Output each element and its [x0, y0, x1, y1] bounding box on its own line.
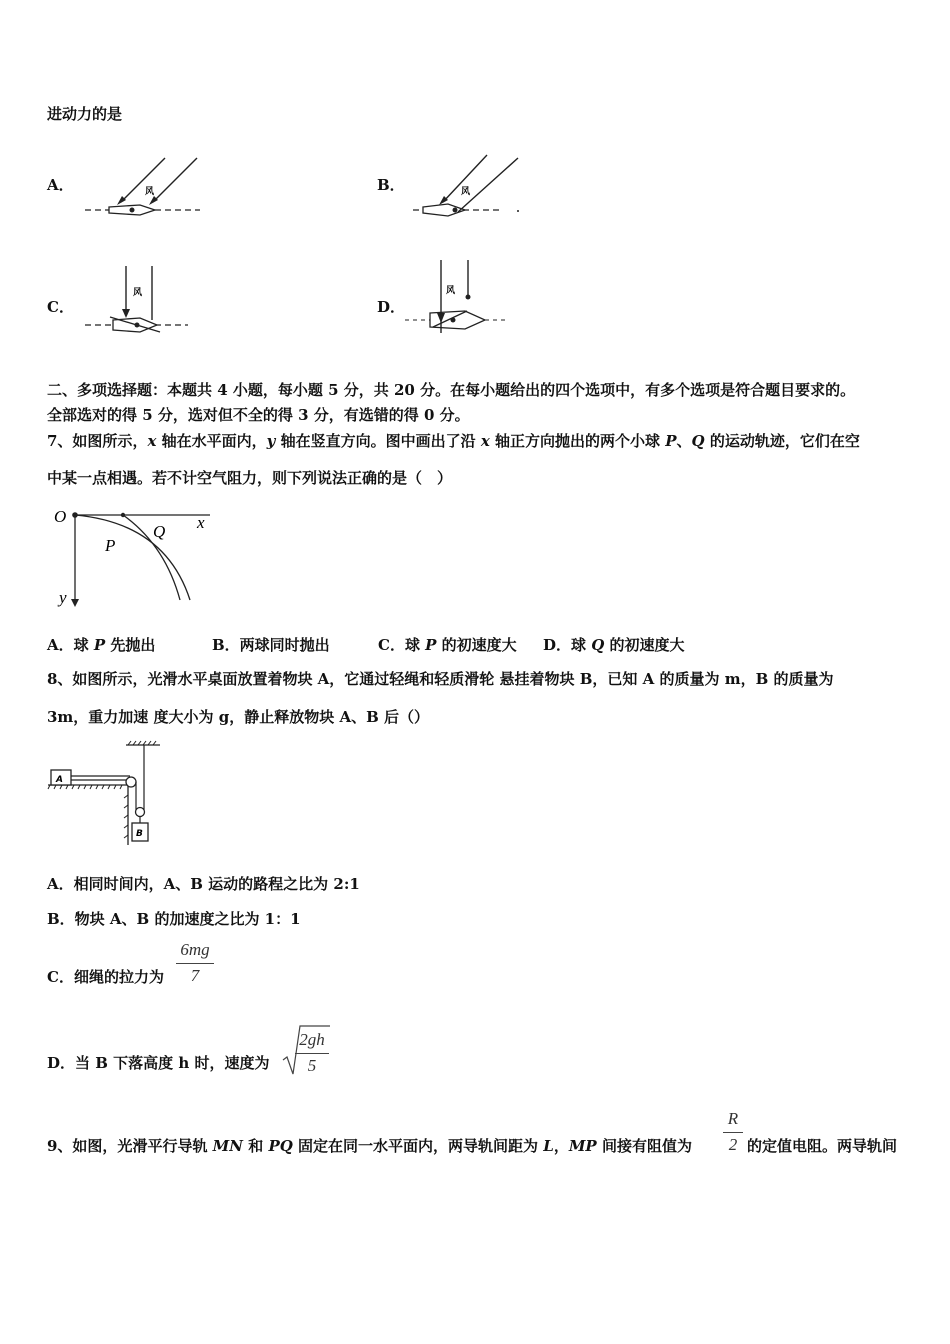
q8-stem-line2: 3m，重力加速 度大小为 g，静止释放物块 A、B 后（）	[47, 708, 430, 726]
q7-stem-line2: 中某一点相遇。若不计空气阻力，则下列说法正确的是（ ）	[47, 469, 453, 487]
q8-option-a[interactable]: A．相同时间内，A、B 运动的路程之比为 2:1	[47, 875, 360, 893]
q8-option-b[interactable]: B．物块 A、B 的加速度之比为 1：1	[47, 910, 301, 928]
q8-figure	[48, 740, 168, 850]
q6-option-b-figure	[413, 150, 543, 220]
q6-option-a-figure	[85, 150, 215, 220]
block-b-label: B	[136, 829, 143, 839]
y-axis-label: y	[59, 588, 67, 607]
q-curve-label: Q	[153, 522, 166, 541]
p-curve-label: P	[105, 536, 116, 555]
q9-resistance-fraction: R 2	[723, 1109, 743, 1155]
q7-stem-line1: 7、如图所示，x 轴在水平面内，y 轴在竖直方向。图中画出了沿 x 轴正方向抛出的两个小球 P、Q 的运动轨迹，它们在空	[47, 432, 860, 450]
wind-label: 风	[145, 187, 155, 197]
q8-option-c[interactable]: C．细绳的拉力为	[47, 968, 164, 986]
section2-line2: 全部选对的得 5 分，选对但不全的得 3 分，有选错的得 0 分。	[47, 406, 470, 424]
q6-option-b-label[interactable]: B．	[377, 176, 405, 194]
wind-label: 风	[133, 288, 143, 298]
section2-line1: 二、多项选择题：本题共 4 小题，每小题 5 分，共 20 分。在每小题给出的四个选项中，有多个选项是符合题目要求的。	[47, 381, 856, 399]
q7-option-b[interactable]: B．两球同时抛出	[212, 636, 330, 654]
q8-option-d[interactable]: D．当 B 下落高度 h 时，速度为	[47, 1054, 270, 1072]
intro-line: 进动力的是	[47, 105, 123, 123]
q6-option-a-label[interactable]: A．	[47, 176, 74, 194]
q6-option-d-figure	[405, 255, 520, 340]
x-axis-label: x	[197, 513, 205, 532]
q6-option-c-figure	[85, 262, 205, 342]
q7-option-d[interactable]: D．球 Q 的初速度大	[543, 636, 685, 654]
q6-option-c-label[interactable]: C．	[47, 298, 74, 316]
q9-stem-end: 的定值电阻。两导轨间	[747, 1137, 898, 1155]
block-a-label: A	[56, 775, 63, 785]
q8-option-d-fraction: 2gh 5	[295, 1030, 329, 1076]
wind-label: 风	[446, 286, 456, 296]
q6-option-d-label[interactable]: D．	[377, 298, 406, 316]
q7-option-c[interactable]: C．球 P 的初速度大	[378, 636, 517, 654]
origin-label: O	[54, 507, 67, 526]
q9-stem-line1: 9、如图，光滑平行导轨 MN 和 PQ 固定在同一水平面内，两导轨间距为 L，MP 间接有阻值为	[47, 1137, 692, 1155]
wind-label: 风	[461, 187, 471, 197]
q8-stem-line1: 8、如图所示，光滑水平桌面放置着物块 A，它通过轻绳和轻质滑轮 悬挂着物块 B，已知 A 的质量为 m，B 的质量为	[47, 670, 834, 688]
q7-option-a[interactable]: A．球 P 先抛出	[47, 636, 156, 654]
q8-option-c-fraction: 6mg 7	[176, 940, 214, 986]
q7-figure	[50, 505, 220, 615]
